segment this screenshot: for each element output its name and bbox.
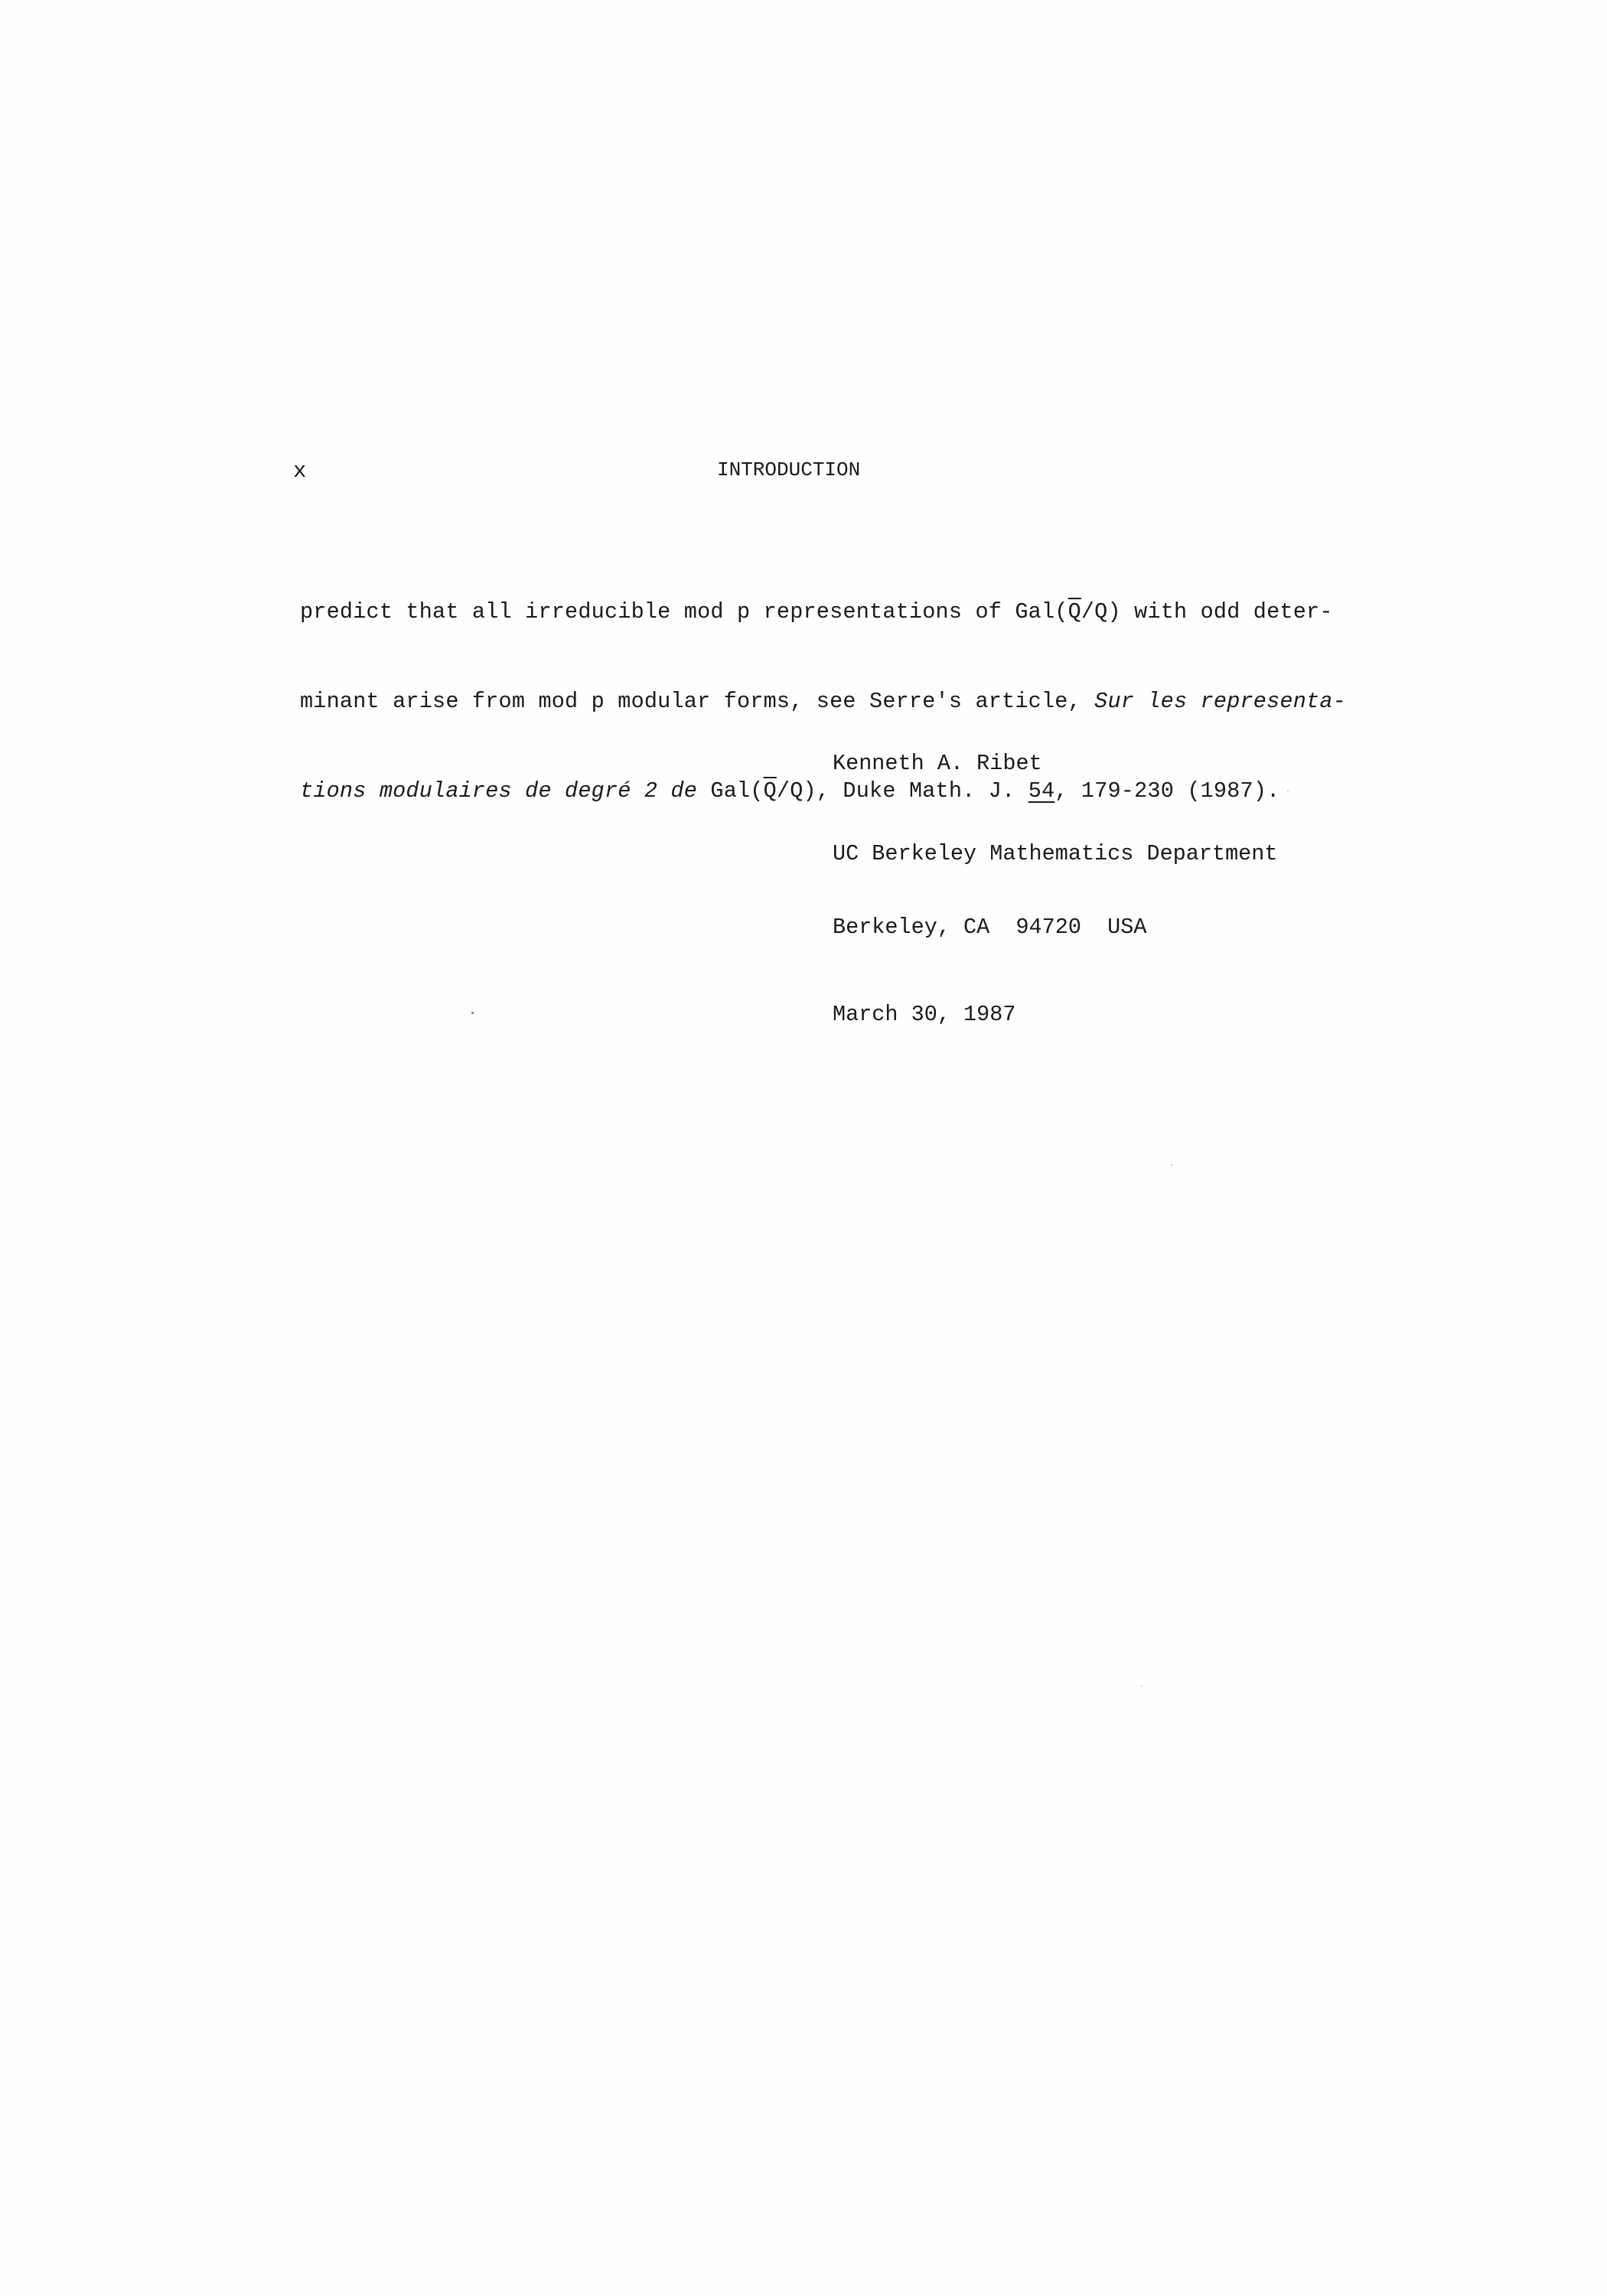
text-run: Gal( <box>697 778 764 804</box>
signature-block <box>833 703 1278 1052</box>
q-bar-symbol: $\overline{Q}$ <box>1068 599 1081 625</box>
author-address: Berkeley, CA 94720 USA <box>833 915 1147 940</box>
scan-speck <box>1141 1685 1143 1687</box>
author-name: Kenneth A. Ribet <box>833 751 1042 776</box>
article-title-part-2: tions modulaires de degré 2 de <box>300 778 698 804</box>
page-number: x <box>293 458 307 484</box>
text-run: , 179-230 (1987). <box>1054 778 1280 804</box>
q-bar-symbol: $\overline{Q}$ <box>763 778 777 804</box>
scan-speck <box>471 1012 474 1014</box>
signature-date: March 30, 1987 <box>833 1002 1016 1027</box>
text-run: /Q), Duke Math. J. <box>776 778 1028 804</box>
text-run: /Q) with odd deter- <box>1081 599 1333 625</box>
text-line-1 <box>300 597 1333 627</box>
text-run: predict that all irreducible mod p representations of Gal( <box>300 599 1068 625</box>
journal-volume: 54 <box>1028 778 1055 804</box>
scan-speck <box>1287 791 1289 792</box>
running-head: INTRODUCTION <box>717 458 861 481</box>
text-run: minant arise from mod p modular forms, see Serre's article, <box>300 689 1095 714</box>
scan-speck <box>1171 1164 1172 1166</box>
article-title-part-1: Sur les representa- <box>1094 689 1346 714</box>
author-department: UC Berkeley Mathematics Department <box>833 841 1278 866</box>
